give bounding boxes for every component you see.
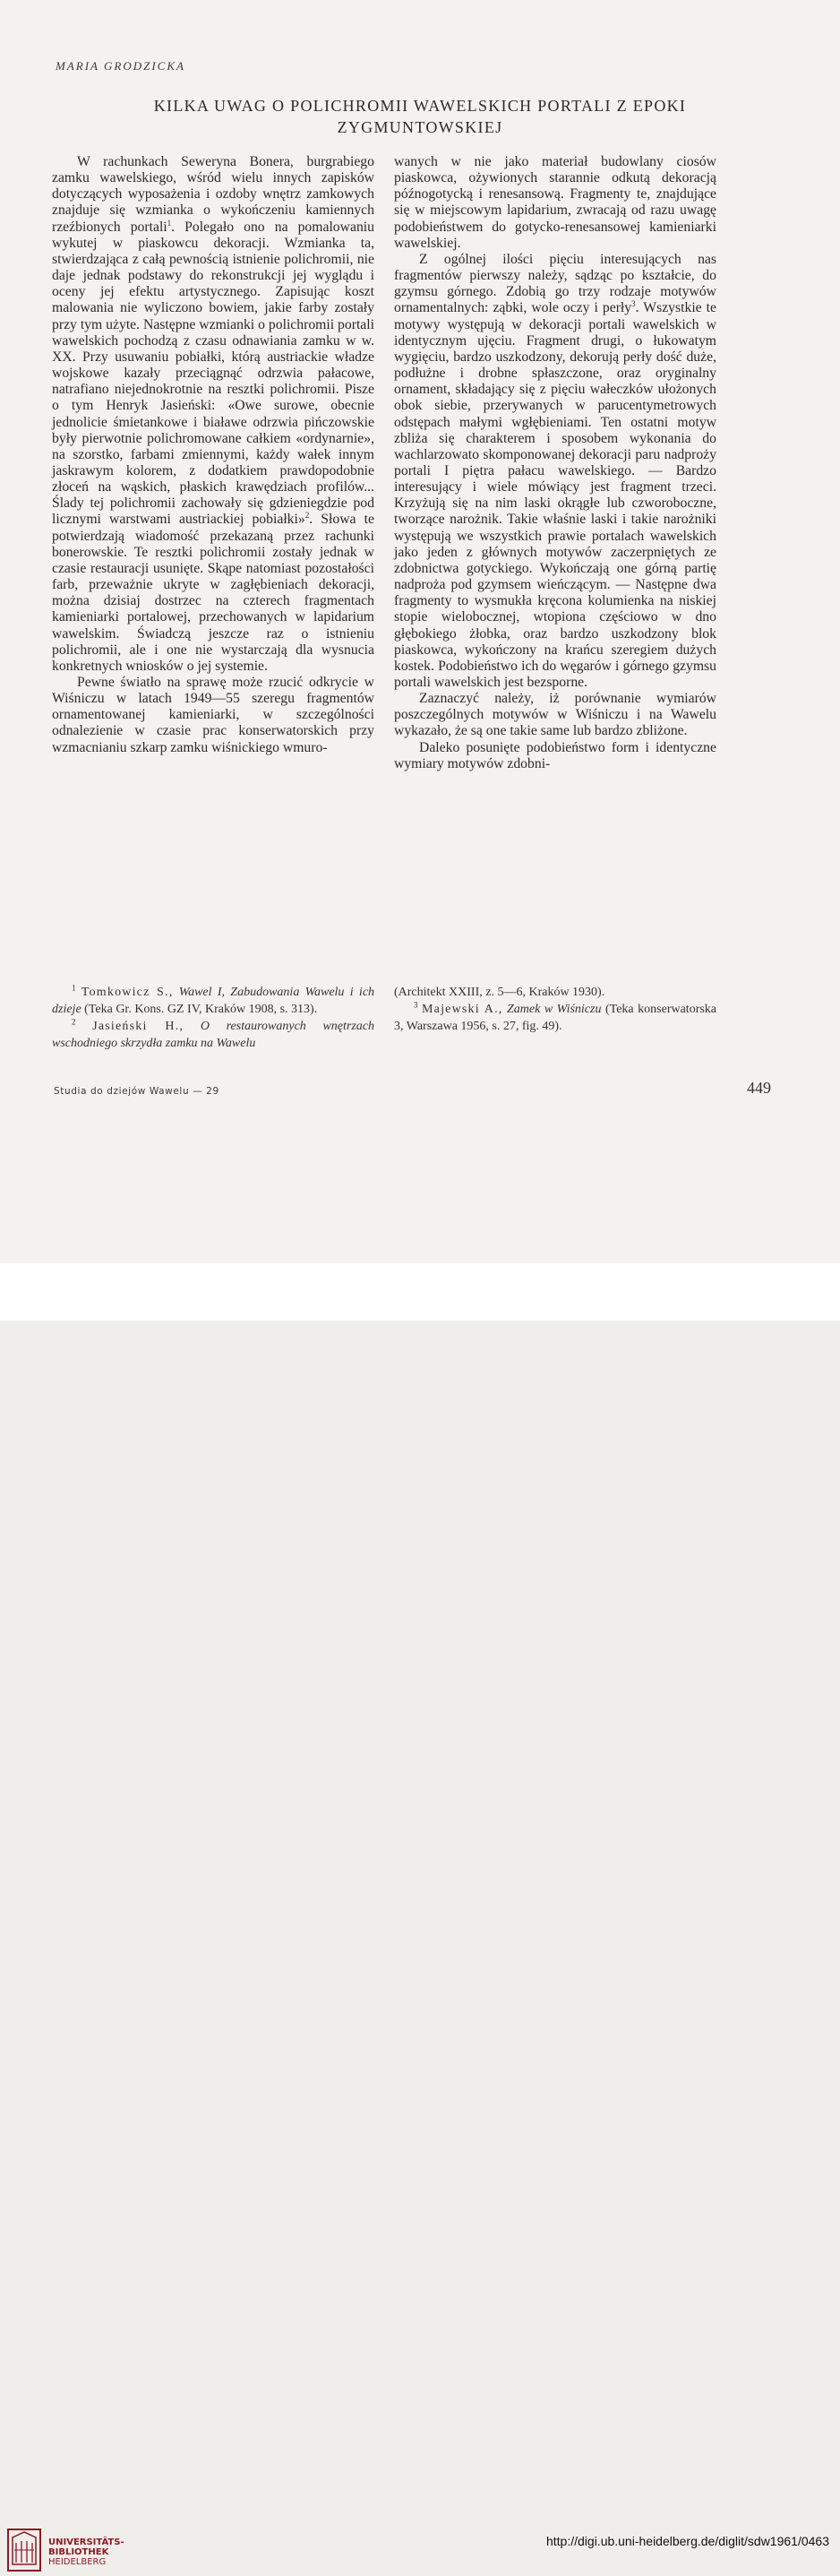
logo-line: HEIDELBERG <box>48 2557 107 2567</box>
footnote-ref: 1 <box>167 218 172 228</box>
footnote-2-continued: (Architekt XXIII, z. 5—6, Kraków 1930). <box>394 986 605 999</box>
paragraph-continued: wanych w nie jako materiał budowlany ciosów piaskowca, ożywionych starannie odkutą dekoracją późnogotycką i renesansową. Fragmenty te, znajdujące się w miejscowym lapidarium, zwracają od razu uwagę podobieństwem do gotycko-renesansowej kamieniarki wawelskiej. <box>394 154 716 251</box>
text-run: . Słowa te potwierdzają wiadomość przekazaną przez rachunki bonerowskie. Te resztki polichromii zostały jednak w czasie restauracji usunięte. Skąpe natomiast pozostałości farb, przeważnie ukryte w zagłębieniach dekoracji, można dzisiaj dostrzec na czterech fragmentach kamieniarki portalowej, przechowanych w lapidarium wawelskim. Świadczą jeszcze raz o istnieniu polichromii, ale i one nie wystarczają dla wysnucia konkretnych wniosków o jej systemie. <box>52 512 374 674</box>
journal-footer: Studia do dziejów Wawelu — 29 <box>54 1086 219 1097</box>
footnote-number: 2 <box>72 1017 76 1027</box>
article-title-line-1: KILKA UWAG O POLICHROMII WAWELSKICH PORTALI Z EPOKI <box>153 97 687 115</box>
university-seal-icon <box>7 2529 41 2572</box>
source-url-link[interactable]: http://digi.ub.uni-heidelberg.de/diglit/sdw1961/0463 <box>545 2534 829 2548</box>
library-footer-bar <box>0 1263 840 2567</box>
footnote-3 <box>394 1001 716 1035</box>
footnote-ref: 3 <box>631 299 636 309</box>
page-number: 449 <box>747 1079 771 1097</box>
text-run: Z ogólnej ilości pięciu interesujących nas fragmentów pierwszy należy, sądząc po kształcie, do gzymsu górnego. Zdobią go trzy rodzaje motywów ornamentalnych: ząbki, wole oczy i perły <box>394 251 716 316</box>
footnote-number: 3 <box>414 1000 418 1010</box>
author-name: MARIA GRODZICKA <box>56 59 185 73</box>
logo-line: UNIVERSITÄTS- <box>48 2537 124 2547</box>
footnote-number: 1 <box>72 983 76 993</box>
right-text-column <box>394 154 716 772</box>
library-logo-text <box>48 2537 124 2567</box>
footnotes-right <box>394 984 716 1035</box>
text-run: . Wszystkie te motywy występują w dekoracji portali wawelskich w identycznym ujęciu. Fragment drugi, o łukowatym wygięciu, bardzo uszkodzony, dekorują perły dość duże, podłużne i drobne spłaszczone, oraz oryginalny ornament, składający się z pięciu wałeczków ułożonych obok siebie, przerywanych w parucentymetrowych odstępach małymi wgłębieniami. Ten ostatni motyw zbliża się charakterem i sposobem wykonania do wachlarzowato skomponowanej dekoracji paru nadproży portali I piętra pałacu wawelskiego. — Bardzo interesujący i wiele mówiący jest fragment trzeci. Krzyżują się na nim laski okrągłe lub czworoboczne, tworzące narożnik. Takie właśnie laski i takie narożniki występują we wszystkich prawie portalach wawelskich jako jeden z głównych motywów zaczerpniętych ze zdobnictwa gotyckiego. Wykończają one górną partię nadproża pod gzymsem wieńczącym. — Następne dwa fragmenty to wysmukła kręcona kolumienka na niskiej stopie wielobocznej, wtopiona częściowo w dno głębokiego żłobka, oraz bardzo uszkodzony blok piaskowca, wykończony na krańcu szeregiem dużych kostek. Podobieństwo ich do węgarów i górnego gzymsu portali wawelskich jest bezsporne. <box>394 300 716 690</box>
footnote-ref: 2 <box>304 511 310 521</box>
document-page <box>0 0 840 1263</box>
footnote-source: (Teka konserwatorska 3, Warszawa 1956, s. 27, fig. 49). <box>394 1003 717 1033</box>
footnote-author: Tomkowicz S., <box>81 986 174 999</box>
text-run: W rachunkach Seweryna Bonera, burgrabiego zamku wawelskiego, wśród wielu innych zapisków dotyczących wyposażenia i ozdoby wnętrz zamkowych znajduje się wzmianka o wykończeniu kamiennych rzeźbionych portali <box>52 154 374 235</box>
paragraph: Zaznaczyć należy, iż porównanie wymiarów poszczególnych motywów w Wiśniczu i na Wawelu wykazało, że są one takie same lub bardzo zbliżone. <box>394 691 716 739</box>
footnote-title: Zamek w Wiśniczu <box>507 1003 602 1016</box>
paragraph <box>394 252 716 691</box>
footnote-author: Jasieński H., <box>92 1020 184 1033</box>
footnote-2 <box>52 1018 374 1052</box>
footnote-title: O restaurowanych wnętrzach wschodniego skrzydła zamku na Wawelu <box>52 1020 375 1050</box>
paragraph <box>52 154 374 675</box>
logo-line: BIBLIOTHEK <box>48 2547 109 2557</box>
footnote-1 <box>52 984 374 1018</box>
left-text-column <box>52 154 374 756</box>
paragraph: Pewne światło na sprawę może rzucić odkrycie w Wiśniczu w latach 1949—55 szeregu fragmentów ornamentowanej kamieniarki, w szczególności odnalezienie w czasie prac konserwatorskich przy wzmacnianiu szkarp zamku wiśnickiego wmuro- <box>52 675 374 755</box>
footnote-source: (Teka Gr. Kons. GZ IV, Kraków 1908, s. 313). <box>84 1003 318 1016</box>
paragraph: Daleko posunięte podobieństwo form i identyczne wymiary motywów zdobni- <box>394 739 716 771</box>
article-title-line-2: ZYGMUNTOWSKIEJ <box>337 118 503 136</box>
footnotes-left <box>52 984 374 1052</box>
footnote-title: Wawel I, Zabudowania Wawelu i ich dzieje <box>52 986 375 1016</box>
footnote-author: Majewski A., <box>422 1003 503 1016</box>
text-run: . Polegało ono na pomalowaniu wykutej w piaskowcu dekoracji. Wzmianka ta, stwierdzająca z całą pewnością istnienie polichromii, nie daje jednak podstawy do rekonstrukcji jej wyglądu i oceny jej efektu artystycznego. Zapisując koszt malowania nie wyliczono bowiem, jakie farby zostały przy tym użyte. Następne wzmianki o polichromii portali wawelskich pochodzą z czasu odnawiania zamku w w. XX. Przy usuwaniu pobiałki, którą austriackie władze wojskowe kazały przeciągnąć odrzwia pałacowe, natrafiano niejednokrotnie na resztki polichromii. Pisze o tym Henryk Jasieński: «Owe surowe, obecnie jednolicie śmietankowe i białawe odrzwia pińczowskie były pierwotnie polichromowane całkiem «ordynarnie», na szorstko, farbami zmiennymi, każdy wałek innym jaskrawym kolorem, z dodatkiem prawdopodobnie złoceń na wąskich, płaskich krawędziach profilów... Ślady tej polichromii zachowały się gdzieniegdzie pod licznymi warstwami austriackiej pobiałki» <box>52 219 374 528</box>
